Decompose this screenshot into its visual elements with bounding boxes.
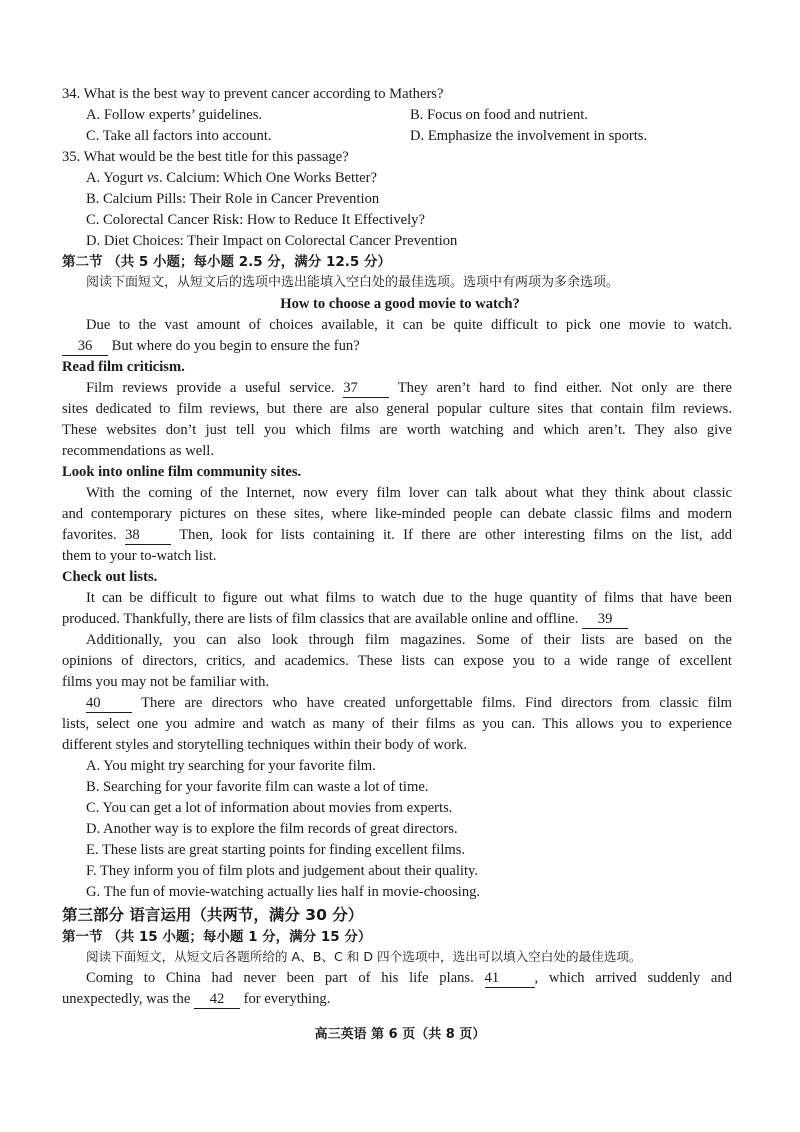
p2-line4: recommendations as well. [62, 443, 214, 459]
q34-option-b: B. Focus on food and nutrient. [410, 107, 588, 123]
p1-line2: 36 But where do you begin to ensure the fun? [62, 336, 360, 356]
option-f: F. They inform you of film plots and judgement about their quality. [86, 863, 478, 879]
blank-38[interactable]: 38 [125, 527, 171, 545]
p5-line1: Additionally, you can also look through film magazines. Some of their lists are based on the [86, 632, 732, 648]
heading-read-film-criticism: Read film criticism. [62, 359, 185, 375]
option-e: E. These lists are great starting points for finding excellent films. [86, 842, 466, 858]
q34-stem: 34. What is the best way to prevent cancer according to Mathers? [62, 86, 444, 102]
page-footer: 高三英语 第 6 页（共 8 页） [314, 1027, 486, 1042]
blank-39[interactable]: 39 [582, 611, 628, 629]
q35-option-d: D. Diet Choices: Their Impact on Colorectal Cancer Prevention [86, 233, 458, 249]
heading-check-out-lists: Check out lists. [62, 569, 158, 585]
part3-section1-heading: 第一节 （共 15 小题；每小题 1 分，满分 15 分） [62, 929, 372, 945]
p2-line1: Film reviews provide a useful service. 37 They aren’t hard to find either. Not only are there [86, 380, 733, 396]
p3-line2: and contemporary pictures on these sites, where like-minded people can debate classic films and modern [62, 506, 732, 522]
p4-line1: It can be difficult to figure out what films to watch due to the huge quantity of films that have been [86, 590, 732, 606]
p2-line2: sites dedicated to film reviews, but there are also general popular culture sites that contain film reviews. [62, 401, 732, 417]
section2-heading: 第二节 （共 5 小题；每小题 2.5 分，满分 12.5 分） [62, 254, 392, 270]
p2-line3: These websites don’t just tell you which films are worth watching and which aren’t. They also give [62, 422, 732, 438]
blank-41[interactable]: 41 [485, 970, 535, 988]
p3-line3: favorites. 38 Then, look for lists containing it. If there are other interesting films on the list, add [62, 527, 732, 543]
part3-heading: 第三部分 语言运用（共两节，满分 30 分） [62, 906, 364, 924]
option-c: C. You can get a lot of information about movies from experts. [86, 800, 453, 816]
blank-40[interactable]: 40 [86, 695, 132, 713]
blank-36[interactable]: 36 [62, 338, 108, 356]
p6-line3: different styles and storytelling techniques within their body of work. [62, 737, 468, 753]
p4-line2: produced. Thankfully, there are lists of film classics that are available online and offline. 39 [62, 609, 628, 629]
part3-instruction: 阅读下面短文，从短文后各题所给的 A、B、C 和 D 四个选项中，选出可以填入空白处的最佳选项。 [86, 949, 642, 964]
passage-title: How to choose a good movie to watch? [280, 296, 520, 312]
option-a: A. You might try searching for your favorite film. [86, 758, 376, 774]
p6-line2: lists, select one you admire and watch as many of their films as you can. This allows you to experience [62, 716, 732, 732]
p5-line2: opinions of directors, critics, and academics. These lists can expose you to a wide range of excellent [62, 653, 732, 669]
heading-online-community: Look into online film community sites. [62, 464, 302, 480]
q34-option-c: C. Take all factors into account. [86, 128, 272, 144]
blank-37[interactable]: 37 [343, 380, 389, 398]
q34-option-a: A. Follow experts’ guidelines. [86, 107, 263, 123]
p3-line4: them to your to-watch list. [62, 548, 217, 564]
p5-line3: films you may not be familiar with. [62, 674, 270, 690]
p7-line1: Coming to China had never been part of his life plans. 41 , which arrived suddenly and [86, 970, 732, 986]
p7-line2: unexpectedly, was the 42 for everything. [62, 991, 331, 1007]
option-b: B. Searching for your favorite film can waste a lot of time. [86, 779, 429, 795]
p3-line1: With the coming of the Internet, now every film lover can talk about what they think about classic [86, 485, 732, 501]
q35-option-c: C. Colorectal Cancer Risk: How to Reduce It Effectively? [86, 212, 425, 228]
option-d: D. Another way is to explore the film records of great directors. [86, 821, 458, 837]
q35-option-a: A. Yogurt vs. Calcium: Which One Works Better? [86, 170, 377, 186]
section2-instruction: 阅读下面短文，从短文后的选项中选出能填入空白处的最佳选项。选项中有两项为多余选项。 [86, 275, 620, 290]
q34-option-d: D. Emphasize the involvement in sports. [410, 128, 648, 144]
p1-line1: Due to the vast amount of choices available, it can be quite difficult to pick one movie to watch. [86, 317, 732, 333]
blank-42[interactable]: 42 [194, 991, 240, 1009]
q35-option-b: B. Calcium Pills: Their Role in Cancer Prevention [86, 191, 380, 207]
q35-stem: 35. What would be the best title for this passage? [62, 149, 349, 165]
option-g: G. The fun of movie-watching actually lies half in movie-choosing. [86, 884, 481, 900]
p6-line1: 40 There are directors who have created unforgettable films. Find directors from classic film [86, 695, 732, 711]
